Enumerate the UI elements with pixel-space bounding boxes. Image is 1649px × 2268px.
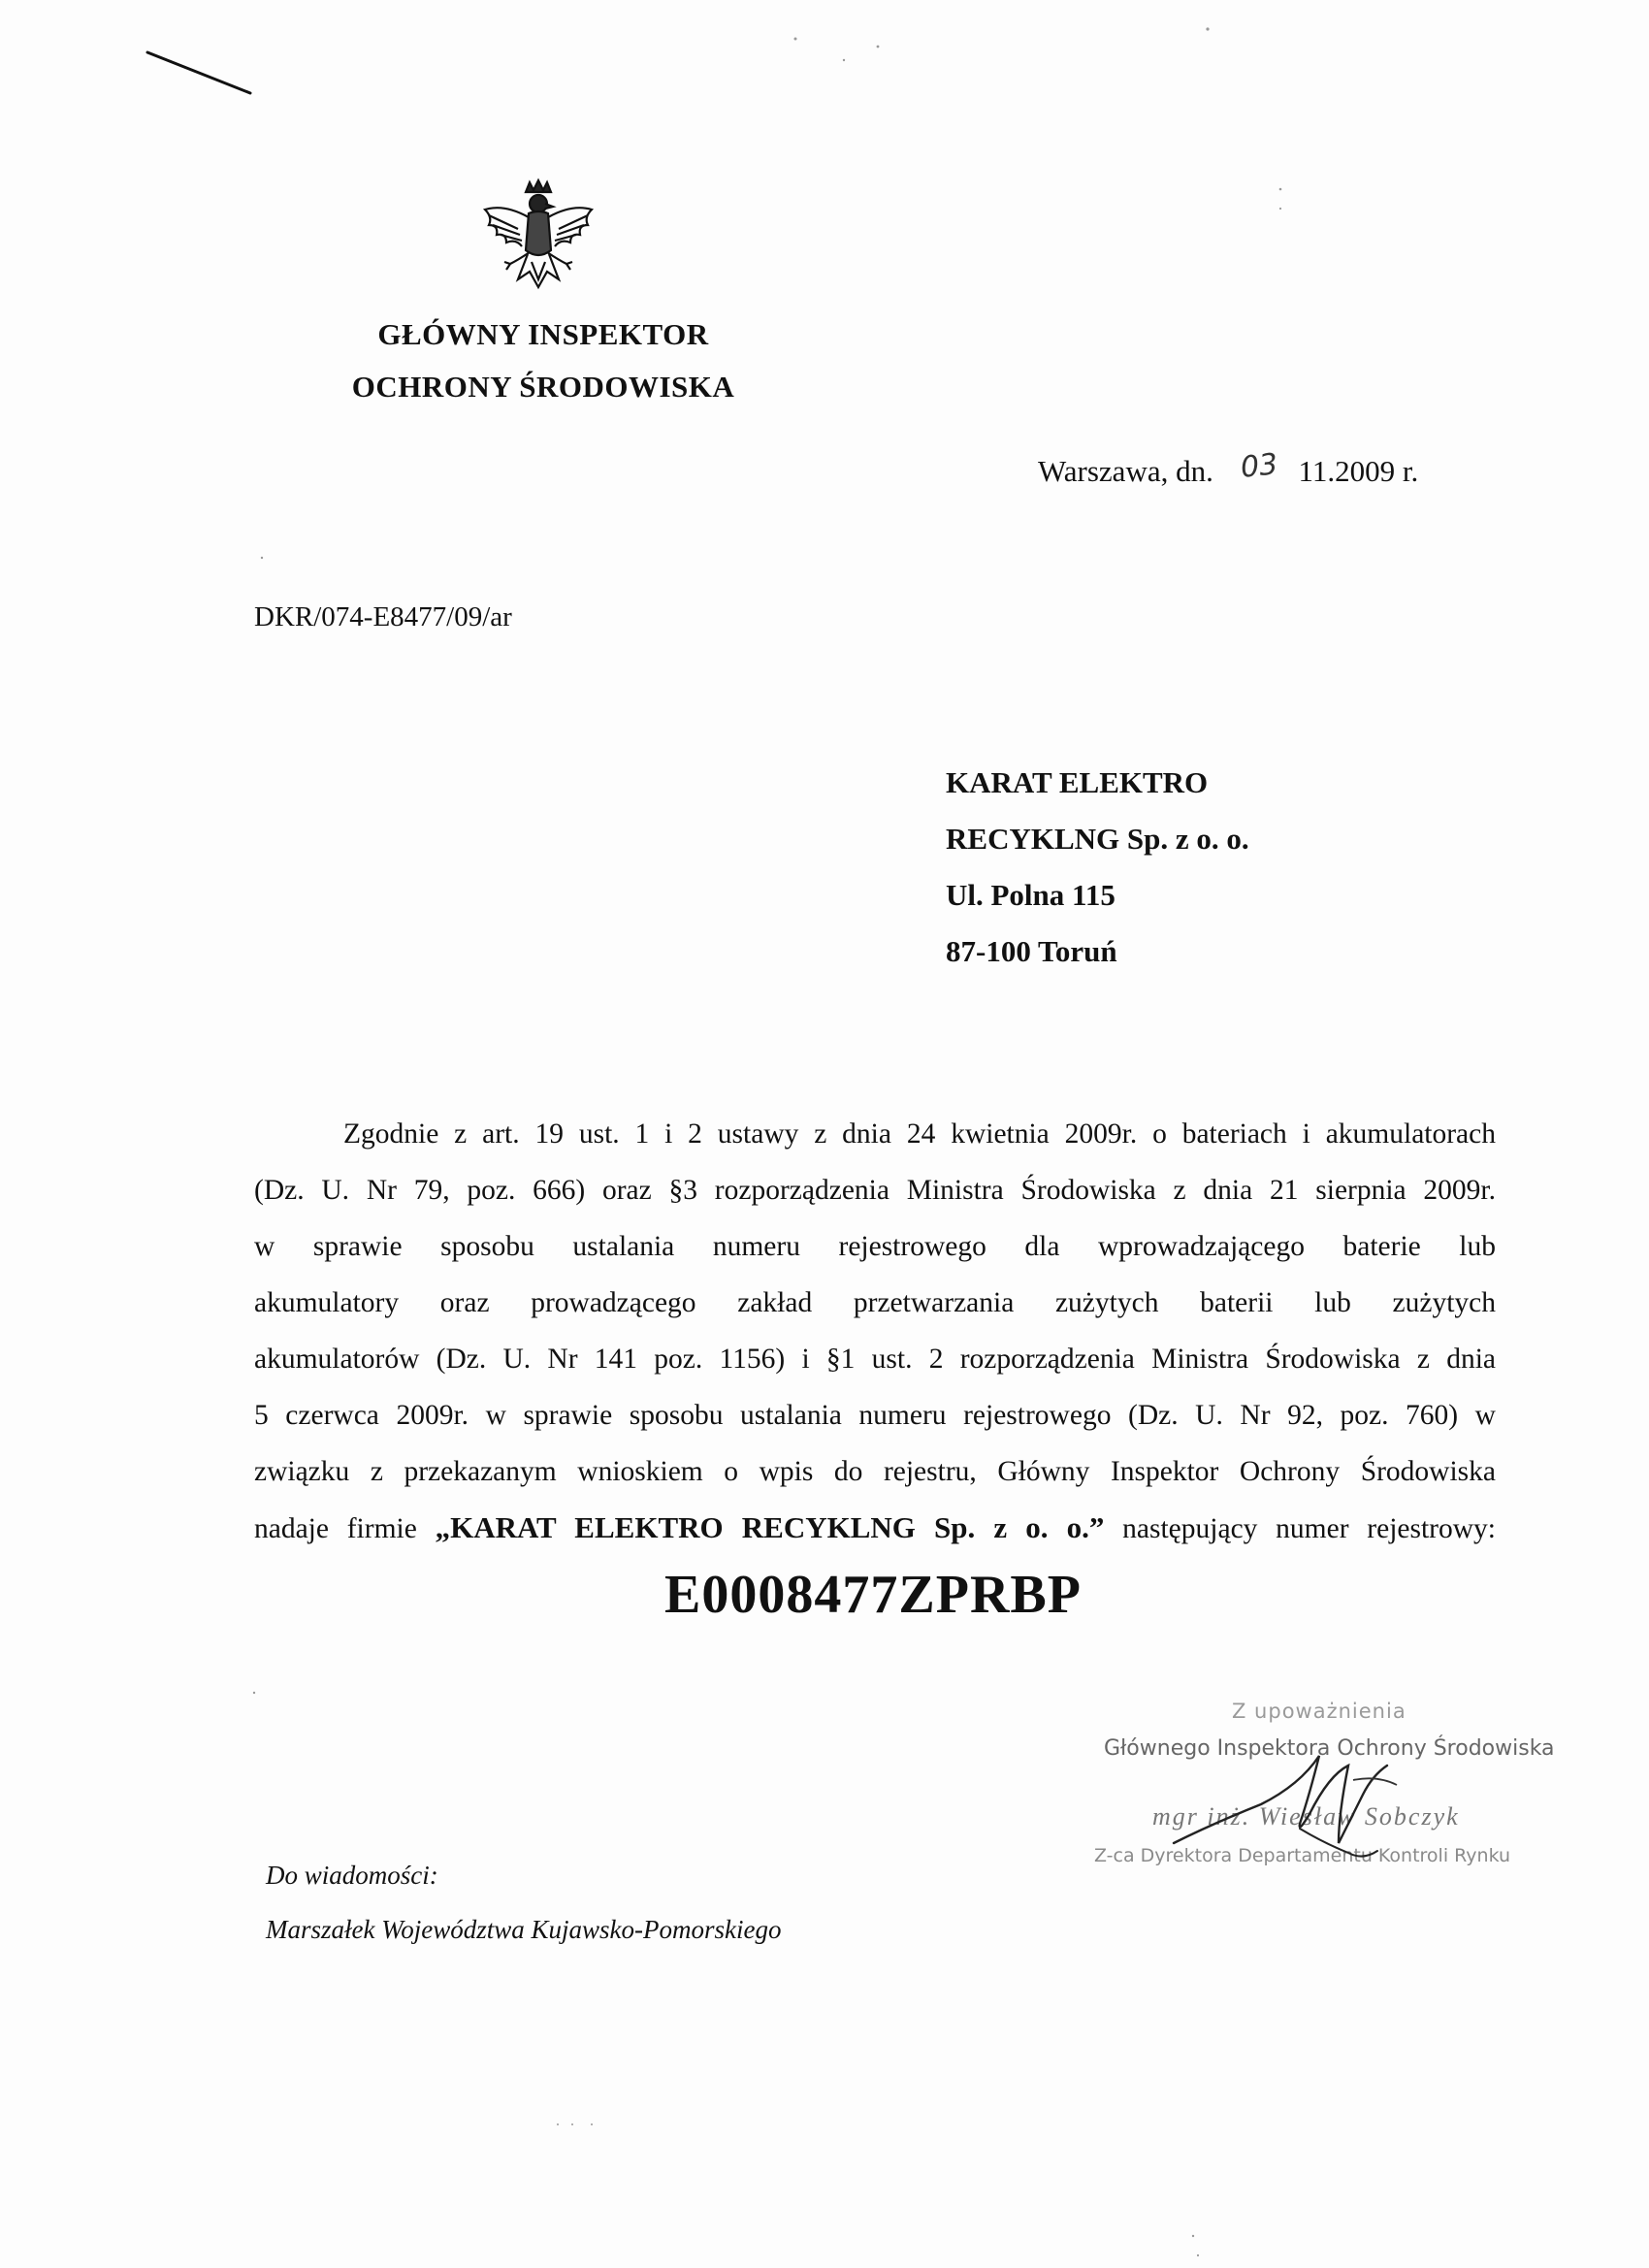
stamp-line-3: mgr inż. Wiesław Sobczyk — [1152, 1802, 1460, 1831]
issuer-title-line-2: OCHRONY ŚRODOWISKA — [351, 370, 735, 404]
body-line-8-after: następujący numer rejestrowy: — [1104, 1513, 1496, 1544]
cc-label: Do wiadomości: — [266, 1861, 438, 1890]
body-line-4: akumulatory oraz prowadzącego zakład przetwarzania zużytych baterii lub zużytych — [254, 1287, 1496, 1318]
registration-number: E0008477ZPRBP — [664, 1565, 1082, 1625]
recipient-line-4: 87-100 Toruń — [946, 934, 1117, 968]
carbon-copy — [266, 1848, 781, 1957]
issuer-title-line-1: GŁÓWNY INSPEKTOR — [377, 317, 709, 351]
date-suffix: 11.2009 r. — [1298, 454, 1419, 488]
recipient-line-3: Ul. Polna 115 — [946, 878, 1116, 912]
handwritten-signature — [1154, 1736, 1445, 1892]
stamp-line-1: Z upoważnienia — [1232, 1700, 1406, 1723]
issuer-header — [320, 308, 766, 413]
cc-recipient: Marszałek Województwa Kujawsko-Pomorskiego — [266, 1915, 782, 1944]
body-line-3: w sprawie sposobu ustalania numeru rejestrowego dla wprowadzającego baterie lub — [254, 1231, 1496, 1262]
body-line-5: akumulatorów (Dz. U. Nr 141 poz. 1156) i §1 ust. 2 rozporządzenia Ministra Środowiska z dnia — [254, 1344, 1496, 1375]
recipient-line-1: KARAT ELEKTRO — [946, 765, 1209, 799]
body-line-8 — [254, 1500, 1496, 1557]
recipient-address — [946, 755, 1249, 980]
date-prefix: Warszawa, dn. — [1038, 454, 1213, 488]
polish-eagle-emblem — [475, 175, 601, 301]
body-line-2: (Dz. U. Nr 79, poz. 666) oraz §3 rozporządzenia Ministra Środowiska z dnia 21 sierpnia 2009r. — [254, 1175, 1496, 1206]
stamp-line-4: Z-ca Dyrektora Departamentu Kontroli Rynku — [1094, 1845, 1511, 1866]
corner-pen-stroke — [146, 49, 252, 97]
date-line — [1038, 447, 1419, 489]
body-line-8-before: nadaje firmie — [254, 1513, 436, 1544]
body-line-7: związku z przekazanym wnioskiem o wpis do rejestru, Główny Inspektor Ochrony Środowiska — [254, 1456, 1496, 1487]
reference-number: DKR/074-E8477/09/ar — [254, 601, 512, 632]
stamp-line-2: Głównego Inspektora Ochrony Środowiska — [1104, 1736, 1555, 1761]
letter-body — [254, 1106, 1496, 1557]
date-day-handwritten: 03 — [1238, 447, 1279, 485]
recipient-line-2: RECYKLNG Sp. z o. o. — [946, 822, 1249, 856]
body-line-1: Zgodnie z art. 19 ust. 1 i 2 ustawy z dnia 24 kwietnia 2009r. o bateriach i akumulatorach — [343, 1118, 1496, 1150]
company-name-bold: „KARAT ELEKTRO RECYKLNG Sp. z o. o.” — [435, 1510, 1105, 1544]
body-line-6: 5 czerwca 2009r. w sprawie sposobu ustalania numeru rejestrowego (Dz. U. Nr 92, poz. 760) w — [254, 1400, 1496, 1431]
